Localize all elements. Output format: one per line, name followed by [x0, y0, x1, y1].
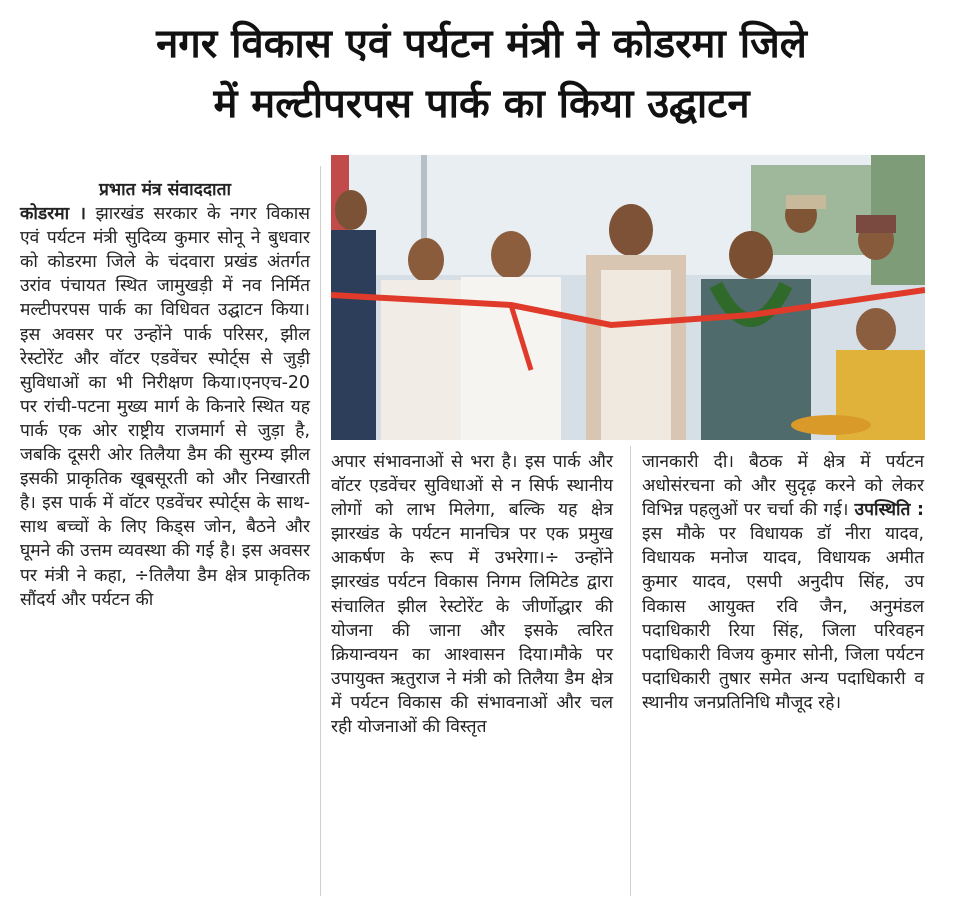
article-column-3: [642, 450, 924, 715]
inauguration-photo: [331, 155, 925, 440]
headline: [0, 14, 963, 134]
column-3-text: जानकारी दी। बैठक में क्षेत्र में पर्यटन अधोसंरचना को और सुदृढ़ करने को लेकर विभिन्न पहलुओं पर चर्चा की गई।: [642, 452, 924, 521]
attendees-text: इस मौके पर विधायक डॉ नीरा यादव, विधायक मनोज यादव, विधायक अमीत कुमार यादव, एसपी अनुदीप सिंह, उप विकास आयुक्त रवि जैन, अनुमंडल पदाधिकारी रिया सिंह, जिला परिवहन पदाधिकारी विजय कुमार सोनी, जिला पर्यटन पदाधिकारी तुषार समेत अन्य पदाधिकारी व स्थानीय जनप्रतिनिधि मौजूद रहे।: [642, 524, 924, 713]
headline-line-2: में मल्टीपरपस पार्क का किया उद्घाटन: [213, 81, 750, 127]
article-column-1: [20, 178, 310, 612]
column-divider: [320, 166, 321, 896]
presence-label: उपस्थिति :: [854, 500, 924, 521]
column-divider: [630, 446, 631, 896]
column-1-text: झारखंड सरकार के नगर विकास एवं पर्यटन मंत्री सुदिव्य कुमार सोनू ने बुधवार को कोडरमा जिले के चंदवारा प्रखंड अंतर्गत उरांव पंचायत स्थित जामुखड़ी में नव निर्मित मल्टीपरपस पार्क का विधिवत उद्घाटन किया। इस अवसर पर उन्होंने पार्क परिसर, झील रेस्टोरेंट और वॉटर एडवेंचर स्पोर्ट्स से जुड़ी सुविधाओं का भी निरीक्षण किया।एनएच-20 पर रांची-पटना मुख्य मार्ग के किनारे स्थित यह पार्क एक ओर राष्ट्रीय राजमार्ग से जुड़ा है, जबकि दूसरी ओर तिलैया डैम की सुरम्य झील इसकी प्राकृतिक खूबसूरती को और निखारती है। इस पार्क में वॉटर एडवेंचर स्पोर्ट्स के साथ-साथ बच्चों के लिए किड्स जोन, बैठने और घूमने की उत्तम व्यवस्था की गई है। इस अवसर पर मंत्री ने कहा, ÷तिलैया डैम क्षेत्र प्राकृतिक सौंदर्य और पर्यटन की: [20, 204, 311, 610]
headline-line-1: नगर विकास एवं पर्यटन मंत्री ने कोडरमा जिले: [156, 21, 807, 67]
byline: प्रभात मंत्र संवाददाता: [99, 180, 231, 200]
article-column-2: [331, 450, 613, 739]
column-2-text: अपार संभावनाओं से भरा है। इस पार्क और वॉटर एडवेंचर सुविधाओं से न सिर्फ स्थानीय लोगों को लाभ मिलेगा, बल्कि यह क्षेत्र झारखंड के पर्यटन मानचित्र पर एक प्रमुख आकर्षण के रूप में उभरेगा।÷ उन्होंने झारखंड पर्यटन विकास निगम लिमिटेड द्वारा संचालित झील रेस्टोरेंट के जीर्णोद्धार की योजना की जाना और इसके त्वरित क्रियान्वयन का आश्वासन दिया।मौके पर उपायुक्त ऋतुराज ने मंत्री को तिलैया डैम क्षेत्र में पर्यटन विकास की संभावनाओं और चल रही योजनाओं की विस्तृत: [331, 452, 613, 738]
dateline: कोडरमा ।: [20, 204, 86, 225]
ribbon-cutting-photo: [331, 155, 925, 440]
